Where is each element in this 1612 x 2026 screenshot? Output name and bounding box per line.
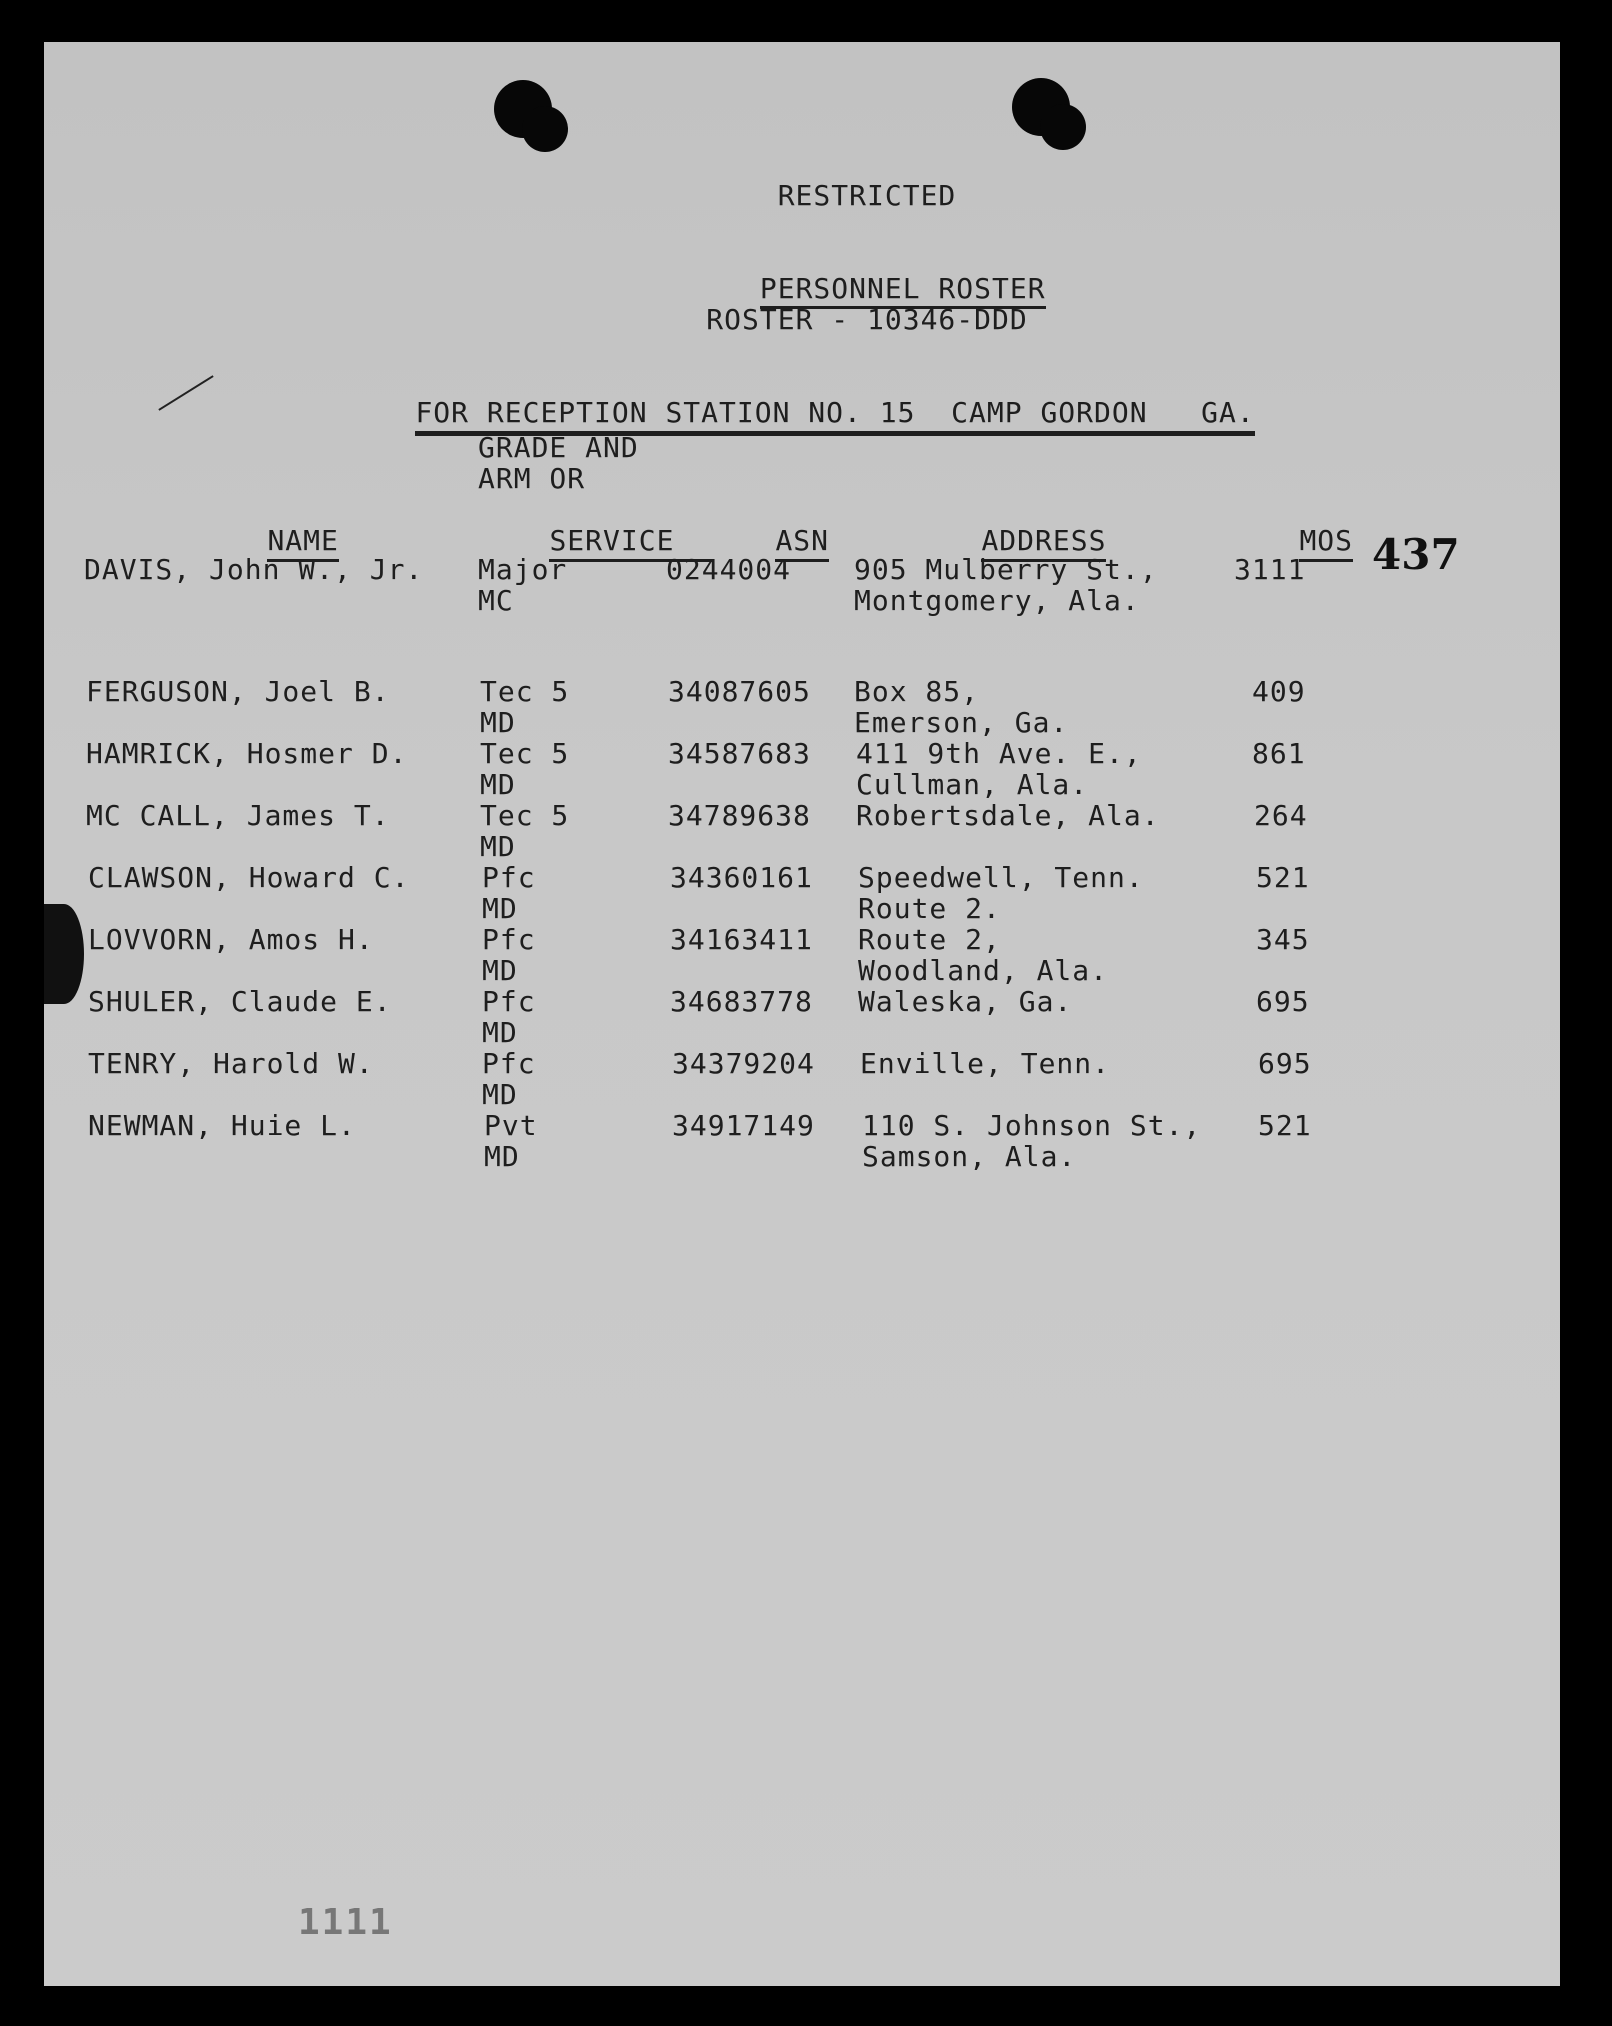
header-grade-line1: GRADE AND <box>478 431 639 464</box>
cell-asn: 0244004 <box>666 553 792 586</box>
cell-grade: Pfc <box>482 861 536 894</box>
cell-asn: 34683778 <box>670 985 813 1018</box>
cell-asn: 34379204 <box>672 1047 815 1080</box>
cell-name: DAVIS, John W., Jr. <box>84 553 424 586</box>
cell-name: TENRY, Harold W. <box>88 1047 374 1080</box>
bottom-mark: 1111 <box>298 1902 393 1943</box>
header-name-text: NAME <box>267 524 338 562</box>
table-row <box>44 986 1560 1048</box>
cell-asn: 34789638 <box>668 799 811 832</box>
cell-arm: MD <box>480 706 516 739</box>
cell-address1: 905 Mulberry St., <box>854 553 1158 586</box>
cell-mos: 695 <box>1256 985 1310 1018</box>
cell-asn: 34917149 <box>672 1109 815 1142</box>
cell-address1: 411 9th Ave. E., <box>856 737 1142 770</box>
header-grade-line3-text: SERVICE <box>549 524 714 562</box>
document-title-text: PERSONNEL ROSTER <box>760 273 1046 309</box>
cell-arm: MD <box>484 1140 520 1173</box>
cell-arm: MD <box>480 830 516 863</box>
cell-arm: MC <box>478 584 514 617</box>
cell-grade: Tec 5 <box>480 675 570 708</box>
cell-mos: 409 <box>1252 675 1306 708</box>
header-mos-text: MOS <box>1299 524 1353 562</box>
cell-name: MC CALL, James T. <box>86 799 390 832</box>
punch-hole-left-tail-icon <box>522 106 568 152</box>
cell-name: FERGUSON, Joel B. <box>86 675 390 708</box>
cell-asn: 34360161 <box>670 861 813 894</box>
cell-address2: Route 2. <box>858 892 1001 925</box>
cell-grade: Major <box>478 553 568 586</box>
cell-mos: 521 <box>1256 861 1310 894</box>
table-row <box>44 738 1560 800</box>
table-row <box>44 554 1560 616</box>
cell-mos: 264 <box>1254 799 1308 832</box>
table-row <box>44 1048 1560 1110</box>
table-row <box>44 862 1560 924</box>
cell-address1: Box 85, <box>854 675 980 708</box>
cell-address2: Montgomery, Ala. <box>854 584 1140 617</box>
cell-address2: Woodland, Ala. <box>858 954 1109 987</box>
cell-name: CLAWSON, Howard C. <box>88 861 410 894</box>
table-row <box>44 800 1560 862</box>
cell-grade: Pfc <box>482 985 536 1018</box>
cell-address2: Samson, Ala. <box>862 1140 1077 1173</box>
cell-name: SHULER, Claude E. <box>88 985 392 1018</box>
cell-mos: 345 <box>1256 923 1310 956</box>
cell-arm: MD <box>482 892 518 925</box>
cell-address1: Waleska, Ga. <box>858 985 1073 1018</box>
cell-asn: 34163411 <box>670 923 813 956</box>
cell-address2: Emerson, Ga. <box>854 706 1069 739</box>
cell-address1: Enville, Tenn. <box>860 1047 1111 1080</box>
cell-grade: Pvt <box>484 1109 538 1142</box>
cell-asn: 34587683 <box>668 737 811 770</box>
cell-grade: Tec 5 <box>480 737 570 770</box>
document-page <box>44 42 1560 1986</box>
table-row <box>44 676 1560 738</box>
cell-name: LOVVORN, Amos H. <box>88 923 374 956</box>
cell-name: HAMRICK, Hosmer D. <box>86 737 408 770</box>
punch-hole-right-tail-icon <box>1040 104 1086 150</box>
table-row <box>44 924 1560 986</box>
pencil-mark-icon <box>158 375 213 411</box>
cell-name: NEWMAN, Huie L. <box>88 1109 356 1142</box>
cell-asn: 34087605 <box>668 675 811 708</box>
table-row <box>44 1110 1560 1172</box>
cell-arm: MD <box>482 1078 518 1111</box>
cell-mos: 861 <box>1252 737 1306 770</box>
cell-mos: 3111 <box>1234 553 1306 586</box>
page-mark: 437 <box>1372 530 1460 579</box>
cell-arm: MD <box>482 954 518 987</box>
cell-grade: Pfc <box>482 923 536 956</box>
station-line-text: FOR RECEPTION STATION NO. 15 CAMP GORDON GA. <box>415 397 1254 436</box>
cell-arm: MD <box>482 1016 518 1049</box>
cell-mos: 695 <box>1258 1047 1312 1080</box>
cell-address1: 110 S. Johnson St., <box>862 1109 1202 1142</box>
cell-grade: Pfc <box>482 1047 536 1080</box>
header-grade-line2: ARM OR <box>478 462 586 495</box>
header-asn-text: ASN <box>775 524 829 562</box>
cell-grade: Tec 5 <box>480 799 570 832</box>
classification-heading: RESTRICTED <box>777 179 957 212</box>
cell-address1: Robertsdale, Ala. <box>856 799 1160 832</box>
cell-arm: MD <box>480 768 516 801</box>
cell-address2: Cullman, Ala. <box>856 768 1089 801</box>
header-address-text: ADDRESS <box>981 524 1106 562</box>
cell-address1: Speedwell, Tenn. <box>858 861 1144 894</box>
roster-number: ROSTER - 10346-DDD <box>706 303 1028 336</box>
cell-address1: Route 2, <box>858 923 1001 956</box>
cell-mos: 521 <box>1258 1109 1312 1142</box>
